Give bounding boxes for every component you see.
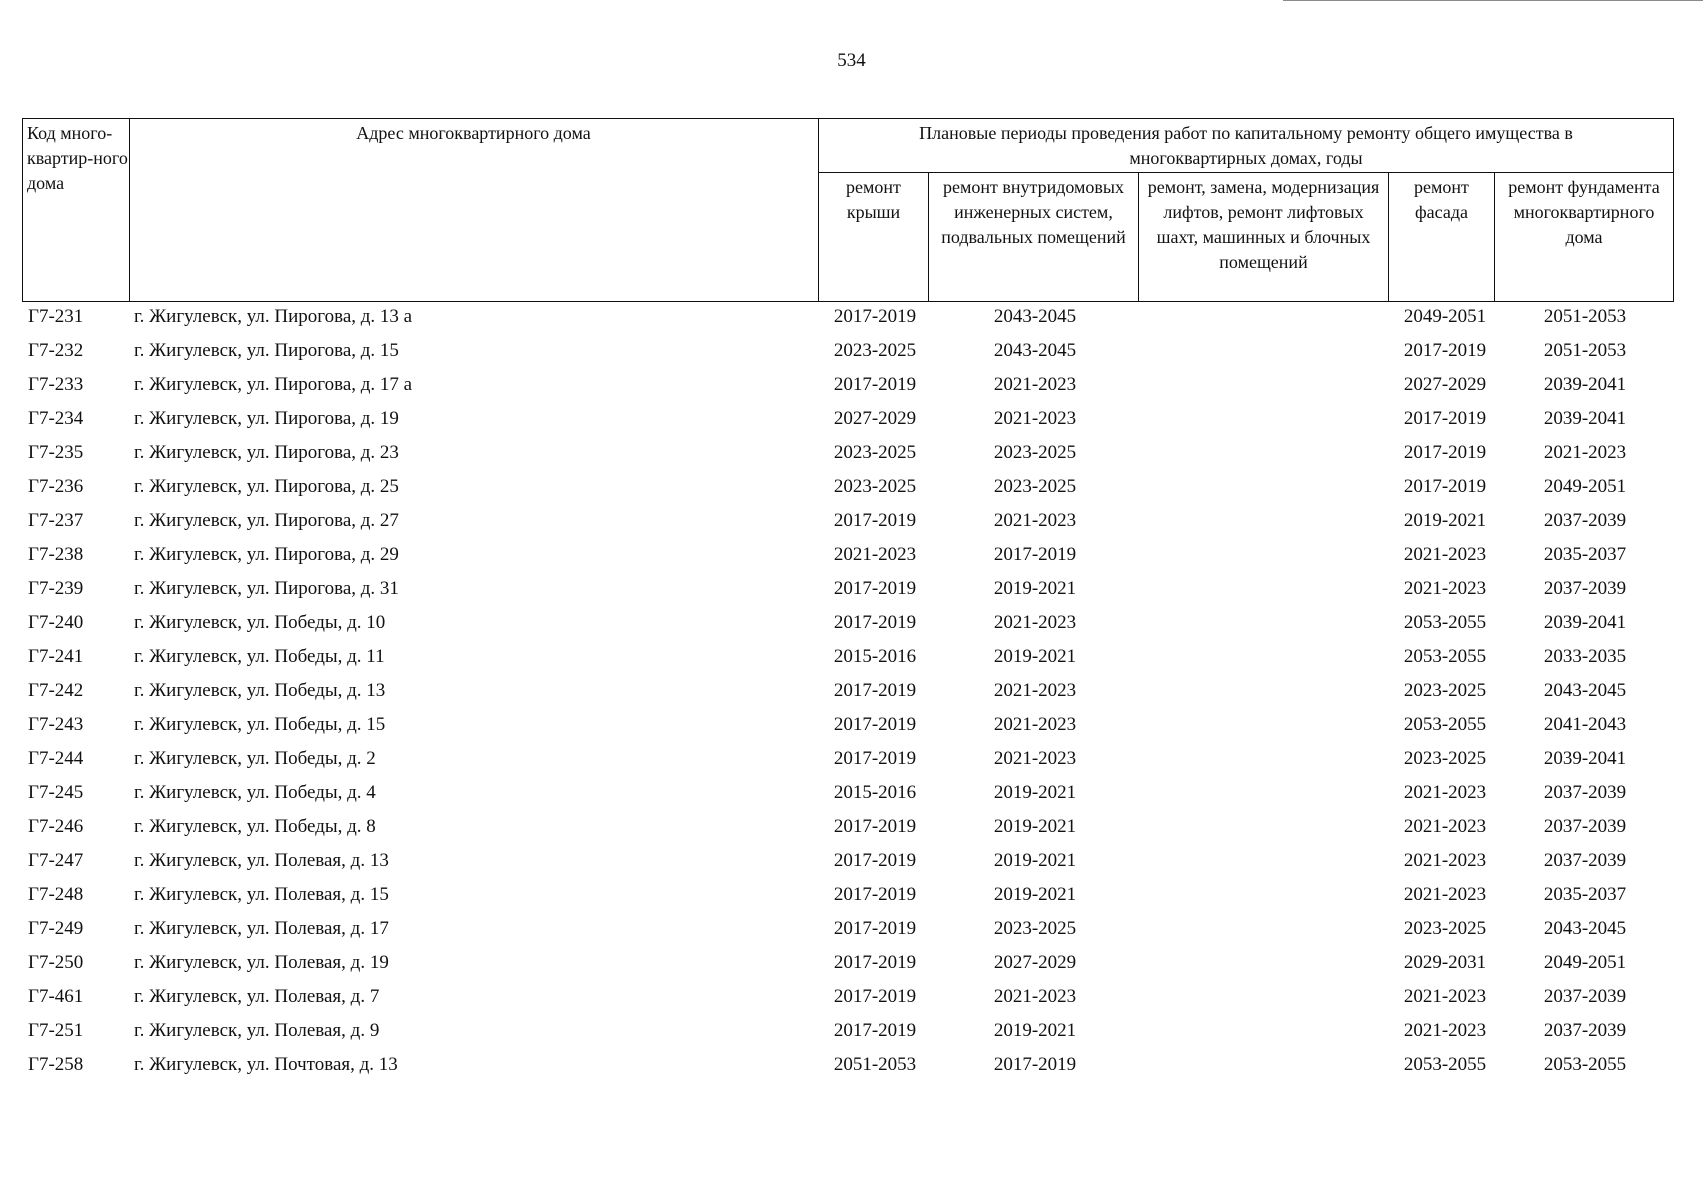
cell-engineering: 2021-2023 [993, 748, 1077, 769]
cell-facade: 2021-2023 [1403, 544, 1487, 565]
cell-foundation: 2037-2039 [1543, 782, 1627, 803]
table-row [0, 676, 1703, 710]
cell-foundation: 2035-2037 [1543, 544, 1627, 565]
cell-roof: 2023-2025 [833, 340, 917, 361]
cell-foundation: 2039-2041 [1543, 374, 1627, 395]
table-row [0, 574, 1703, 608]
table-row [0, 302, 1703, 336]
cell-roof: 2017-2019 [833, 612, 917, 633]
cell-code: Г7-232 [28, 340, 84, 361]
cell-engineering: 2023-2025 [993, 476, 1077, 497]
table-row [0, 914, 1703, 948]
cell-address: г. Жигулевск, ул. Победы, д. 2 [134, 748, 376, 769]
table-row [0, 948, 1703, 982]
cell-foundation: 2043-2045 [1543, 680, 1627, 701]
cell-address: г. Жигулевск, ул. Победы, д. 15 [134, 714, 386, 735]
cell-address: г. Жигулевск, ул. Пирогова, д. 13 а [134, 306, 413, 327]
cell-roof: 2017-2019 [833, 816, 917, 837]
cell-roof: 2023-2025 [833, 476, 917, 497]
table-row [0, 846, 1703, 880]
table-row [0, 1016, 1703, 1050]
cell-code: Г7-238 [28, 544, 84, 565]
cell-foundation: 2037-2039 [1543, 578, 1627, 599]
cell-facade: 2023-2025 [1403, 680, 1487, 701]
cell-roof: 2017-2019 [833, 986, 917, 1007]
cell-foundation: 2033-2035 [1543, 646, 1627, 667]
table-row [0, 404, 1703, 438]
cell-facade: 2021-2023 [1403, 1020, 1487, 1041]
cell-engineering: 2021-2023 [993, 408, 1077, 429]
cell-roof: 2017-2019 [833, 884, 917, 905]
cell-foundation: 2043-2045 [1543, 918, 1627, 939]
cell-code: Г7-258 [28, 1054, 84, 1075]
cell-engineering: 2017-2019 [993, 544, 1077, 565]
cell-address: г. Жигулевск, ул. Пирогова, д. 27 [134, 510, 399, 531]
cell-facade: 2053-2055 [1403, 1054, 1487, 1075]
cell-code: Г7-461 [28, 986, 84, 1007]
cell-address: г. Жигулевск, ул. Пирогова, д. 25 [134, 476, 399, 497]
cell-engineering: 2019-2021 [993, 646, 1077, 667]
cell-roof: 2017-2019 [833, 306, 917, 327]
cell-foundation: 2037-2039 [1543, 986, 1627, 1007]
header-engineering: ремонт внутридомовых инженерных систем, подвальных помещений [941, 177, 1126, 247]
table-header [22, 118, 1674, 302]
cell-facade: 2017-2019 [1403, 442, 1487, 463]
header-address: Адрес многоквартирного дома [356, 123, 591, 143]
cell-foundation: 2037-2039 [1543, 816, 1627, 837]
cell-code: Г7-251 [28, 1020, 84, 1041]
cell-facade: 2017-2019 [1403, 408, 1487, 429]
cell-foundation: 2049-2051 [1543, 476, 1627, 497]
cell-roof: 2023-2025 [833, 442, 917, 463]
cell-engineering: 2019-2021 [993, 782, 1077, 803]
table-row [0, 1050, 1703, 1084]
cell-facade: 2021-2023 [1403, 578, 1487, 599]
cell-code: Г7-242 [28, 680, 84, 701]
cell-code: Г7-246 [28, 816, 84, 837]
table-row [0, 642, 1703, 676]
cell-code: Г7-231 [28, 306, 84, 327]
cell-code: Г7-243 [28, 714, 84, 735]
cell-address: г. Жигулевск, ул. Пирогова, д. 31 [134, 578, 399, 599]
cell-roof: 2027-2029 [833, 408, 917, 429]
cell-engineering: 2019-2021 [993, 1020, 1077, 1041]
cell-code: Г7-233 [28, 374, 84, 395]
cell-address: г. Жигулевск, ул. Пирогова, д. 29 [134, 544, 399, 565]
table-row [0, 778, 1703, 812]
cell-code: Г7-236 [28, 476, 84, 497]
cell-engineering: 2021-2023 [993, 374, 1077, 395]
cell-address: г. Жигулевск, ул. Победы, д. 10 [134, 612, 386, 633]
cell-foundation: 2049-2051 [1543, 952, 1627, 973]
cell-foundation: 2039-2041 [1543, 748, 1627, 769]
cell-code: Г7-241 [28, 646, 84, 667]
cell-facade: 2053-2055 [1403, 714, 1487, 735]
header-periods: Плановые периоды проведения работ по капитальному ремонту общего имущества в многоквартирных домах, годы [919, 123, 1573, 168]
header-divider [129, 119, 130, 301]
cell-address: г. Жигулевск, ул. Полевая, д. 7 [134, 986, 380, 1007]
cell-code: Г7-250 [28, 952, 84, 973]
cell-roof: 2017-2019 [833, 510, 917, 531]
table-row [0, 812, 1703, 846]
cell-address: г. Жигулевск, ул. Пирогова, д. 17 а [134, 374, 413, 395]
cell-code: Г7-234 [28, 408, 84, 429]
cell-address: г. Жигулевск, ул. Полевая, д. 19 [134, 952, 389, 973]
cell-foundation: 2035-2037 [1543, 884, 1627, 905]
cell-address: г. Жигулевск, ул. Победы, д. 8 [134, 816, 376, 837]
cell-roof: 2017-2019 [833, 374, 917, 395]
cell-address: г. Жигулевск, ул. Полевая, д. 9 [134, 1020, 380, 1041]
table-row [0, 336, 1703, 370]
table-row [0, 472, 1703, 506]
cell-foundation: 2039-2041 [1543, 408, 1627, 429]
cell-roof: 2017-2019 [833, 918, 917, 939]
table-row [0, 438, 1703, 472]
header-code: Код много-квартир-ного дома [27, 123, 128, 193]
header-foundation: ремонт фундамента многоквартирного дома [1508, 177, 1660, 247]
cell-facade: 2023-2025 [1403, 918, 1487, 939]
table-row [0, 370, 1703, 404]
cell-foundation: 2051-2053 [1543, 340, 1627, 361]
cell-engineering: 2021-2023 [993, 986, 1077, 1007]
cell-roof: 2017-2019 [833, 680, 917, 701]
cell-facade: 2017-2019 [1403, 340, 1487, 361]
cell-roof: 2051-2053 [833, 1054, 917, 1075]
cell-address: г. Жигулевск, ул. Пирогова, д. 23 [134, 442, 399, 463]
scan-edge-line [1283, 0, 1703, 1]
cell-facade: 2021-2023 [1403, 986, 1487, 1007]
cell-facade: 2021-2023 [1403, 816, 1487, 837]
cell-code: Г7-237 [28, 510, 84, 531]
cell-engineering: 2043-2045 [993, 340, 1077, 361]
cell-engineering: 2019-2021 [993, 816, 1077, 837]
cell-engineering: 2021-2023 [993, 714, 1077, 735]
cell-code: Г7-244 [28, 748, 84, 769]
cell-facade: 2029-2031 [1403, 952, 1487, 973]
table-row [0, 608, 1703, 642]
cell-facade: 2021-2023 [1403, 782, 1487, 803]
cell-address: г. Жигулевск, ул. Почтовая, д. 13 [134, 1054, 398, 1075]
cell-engineering: 2021-2023 [993, 510, 1077, 531]
cell-code: Г7-235 [28, 442, 84, 463]
cell-foundation: 2039-2041 [1543, 612, 1627, 633]
header-facade: ремонт фасада [1414, 177, 1469, 222]
cell-engineering: 2023-2025 [993, 918, 1077, 939]
cell-code: Г7-240 [28, 612, 84, 633]
cell-roof: 2017-2019 [833, 850, 917, 871]
table-row [0, 880, 1703, 914]
cell-facade: 2053-2055 [1403, 612, 1487, 633]
cell-engineering: 2021-2023 [993, 612, 1077, 633]
cell-roof: 2017-2019 [833, 1020, 917, 1041]
cell-facade: 2021-2023 [1403, 850, 1487, 871]
cell-address: г. Жигулевск, ул. Пирогова, д. 19 [134, 408, 399, 429]
cell-facade: 2053-2055 [1403, 646, 1487, 667]
cell-code: Г7-245 [28, 782, 84, 803]
cell-roof: 2017-2019 [833, 578, 917, 599]
cell-foundation: 2037-2039 [1543, 510, 1627, 531]
table-row [0, 710, 1703, 744]
cell-address: г. Жигулевск, ул. Победы, д. 11 [134, 646, 385, 667]
cell-address: г. Жигулевск, ул. Победы, д. 13 [134, 680, 386, 701]
cell-foundation: 2021-2023 [1543, 442, 1627, 463]
cell-foundation: 2051-2053 [1543, 306, 1627, 327]
cell-facade: 2021-2023 [1403, 884, 1487, 905]
cell-foundation: 2037-2039 [1543, 1020, 1627, 1041]
cell-engineering: 2021-2023 [993, 680, 1077, 701]
page-number: 534 [837, 50, 866, 71]
cell-facade: 2019-2021 [1403, 510, 1487, 531]
cell-roof: 2017-2019 [833, 714, 917, 735]
header-roof: ремонт крыши [846, 177, 901, 222]
cell-engineering: 2017-2019 [993, 1054, 1077, 1075]
table-row [0, 744, 1703, 778]
cell-code: Г7-239 [28, 578, 84, 599]
header-group-divider [818, 172, 1673, 173]
cell-engineering: 2019-2021 [993, 884, 1077, 905]
cell-engineering: 2019-2021 [993, 850, 1077, 871]
cell-address: г. Жигулевск, ул. Полевая, д. 15 [134, 884, 389, 905]
cell-foundation: 2041-2043 [1543, 714, 1627, 735]
cell-address: г. Жигулевск, ул. Пирогова, д. 15 [134, 340, 399, 361]
table-row [0, 982, 1703, 1016]
table-row [0, 540, 1703, 574]
cell-roof: 2021-2023 [833, 544, 917, 565]
cell-roof: 2015-2016 [833, 646, 917, 667]
cell-engineering: 2023-2025 [993, 442, 1077, 463]
cell-engineering: 2043-2045 [993, 306, 1077, 327]
cell-facade: 2017-2019 [1403, 476, 1487, 497]
cell-address: г. Жигулевск, ул. Полевая, д. 13 [134, 850, 389, 871]
cell-code: Г7-249 [28, 918, 84, 939]
cell-code: Г7-248 [28, 884, 84, 905]
cell-facade: 2049-2051 [1403, 306, 1487, 327]
cell-roof: 2015-2016 [833, 782, 917, 803]
cell-facade: 2027-2029 [1403, 374, 1487, 395]
table-row [0, 506, 1703, 540]
cell-address: г. Жигулевск, ул. Полевая, д. 17 [134, 918, 389, 939]
cell-foundation: 2053-2055 [1543, 1054, 1627, 1075]
cell-code: Г7-247 [28, 850, 84, 871]
cell-address: г. Жигулевск, ул. Победы, д. 4 [134, 782, 376, 803]
cell-engineering: 2027-2029 [993, 952, 1077, 973]
header-elevators: ремонт, замена, модернизация лифтов, ремонт лифтовых шахт, машинных и блочных помещений [1147, 177, 1380, 272]
cell-roof: 2017-2019 [833, 748, 917, 769]
cell-roof: 2017-2019 [833, 952, 917, 973]
cell-foundation: 2037-2039 [1543, 850, 1627, 871]
cell-facade: 2023-2025 [1403, 748, 1487, 769]
cell-engineering: 2019-2021 [993, 578, 1077, 599]
